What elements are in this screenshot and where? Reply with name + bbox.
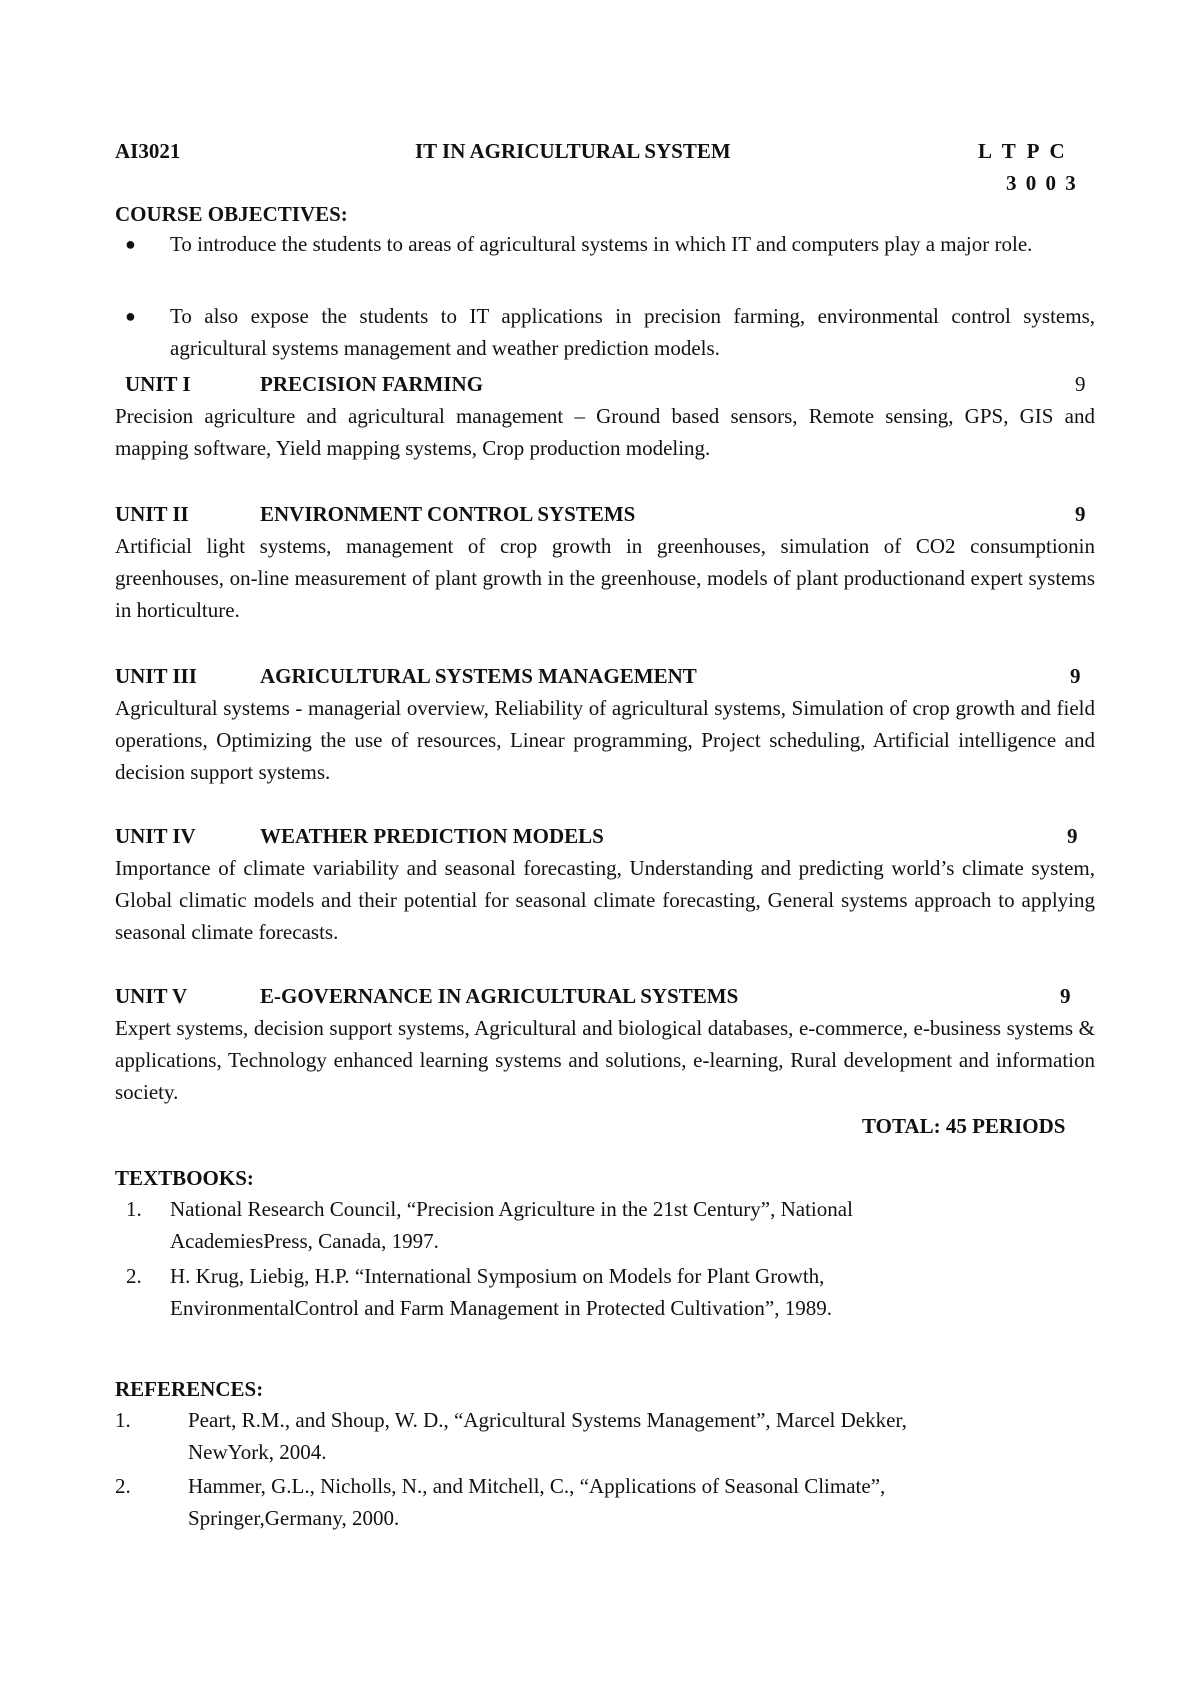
textbook-line: H. Krug, Liebig, H.P. “International Symposium on Models for Plant Growth, [170,1264,825,1288]
unit-heading [115,980,1095,1012]
unit-title: ENVIRONMENT CONTROL SYSTEMS [260,502,636,526]
item-number: 2. [126,1264,142,1288]
unit-code: UNIT III [115,664,197,688]
textbook-item [126,1193,1026,1257]
objective-item [125,228,1095,292]
item-number: 1. [115,1408,131,1432]
reference-line: Hammer, G.L., Nicholls, N., and Mitchell, C., “Applications of Seasonal Climate”, [188,1474,886,1498]
references-heading: REFERENCES: [115,1377,264,1401]
course-code: AI3021 [115,139,181,163]
reference-line: Peart, R.M., and Shoup, W. D., “Agricultural Systems Management”, Marcel Dekker, [188,1408,907,1432]
objective-text: To introduce the students to areas of agricultural systems in which IT and computers play a major role. [170,232,1033,256]
unit-code: UNIT II [115,502,189,526]
bullet-icon: ● [125,234,136,254]
bullet-icon: ● [125,306,136,326]
textbooks-heading: TEXTBOOKS: [115,1166,254,1190]
unit-title: AGRICULTURAL SYSTEMS MANAGEMENT [260,664,697,688]
reference-line: NewYork, 2004. [188,1440,327,1464]
course-title: IT IN AGRICULTURAL SYSTEM [415,139,731,163]
unit-code: UNIT I [125,372,191,396]
unit-heading [115,498,1095,530]
unit-hours: 9 [1067,824,1078,848]
unit-title: WEATHER PREDICTION MODELS [260,824,604,848]
item-number: 2. [115,1474,131,1498]
unit-code: UNIT IV [115,824,196,848]
total-periods: TOTAL: 45 PERIODS [862,1114,1066,1138]
unit-content: Artificial light systems, management of crop growth in greenhouses, simulation of CO2 consumptionin greenhouses, on-line measurement of plant growth in the greenhouse, models of plant productionand expert systems in horticulture. [115,534,1095,622]
unit-hours: 9 [1070,664,1081,688]
unit-heading [115,660,1095,692]
unit-content: Importance of climate variability and seasonal forecasting, Understanding and predicting world’s climate system, Global climatic models and their potential for seasonal climate forecasting, General systems approach to applying seasonal climate forecasts. [115,856,1095,944]
unit-hours: 9 [1060,984,1071,1008]
textbook-line: National Research Council, “Precision Agriculture in the 21st Century”, National [170,1197,853,1221]
unit-heading [115,820,1095,852]
reference-item [115,1470,1055,1534]
ltpc-labels: L T P C [978,139,1065,163]
ltpc-values: 3 0 0 3 [1006,171,1076,195]
unit-hours: 9 [1075,502,1086,526]
reference-item [115,1404,1055,1468]
objective-text: To also expose the students to IT applications in precision farming, environmental control systems, agricultural systems management and weather prediction models. [170,304,1095,360]
unit-heading [125,368,1105,400]
reference-line: Springer,Germany, 2000. [188,1506,400,1530]
unit-title: E-GOVERNANCE IN AGRICULTURAL SYSTEMS [260,984,739,1008]
unit-content: Expert systems, decision support systems, Agricultural and biological databases, e-commerce, e-business systems & applications, Technology enhanced learning systems and solutions, e-learning, Rural development and information society. [115,1016,1095,1104]
objectives-heading: COURSE OBJECTIVES: [115,202,348,226]
unit-title: PRECISION FARMING [260,372,484,396]
unit-code: UNIT V [115,984,188,1008]
textbook-line: EnvironmentalControl and Farm Management in Protected Cultivation”, 1989. [170,1296,832,1320]
textbook-item [126,1260,1026,1324]
unit-content: Agricultural systems - managerial overview, Reliability of agricultural systems, Simulation of crop growth and field operations, Optimizing the use of resources, Linear programming, Project scheduling, Artificial intelligence and decision support systems. [115,696,1095,784]
unit-hours: 9 [1075,372,1086,396]
textbook-line: AcademiesPress, Canada, 1997. [170,1229,439,1253]
unit-content: Precision agriculture and agricultural management – Ground based sensors, Remote sensing, GPS, GIS and mapping software, Yield mapping systems, Crop production modeling. [115,404,1095,460]
objective-item [125,300,1095,364]
item-number: 1. [126,1197,142,1221]
